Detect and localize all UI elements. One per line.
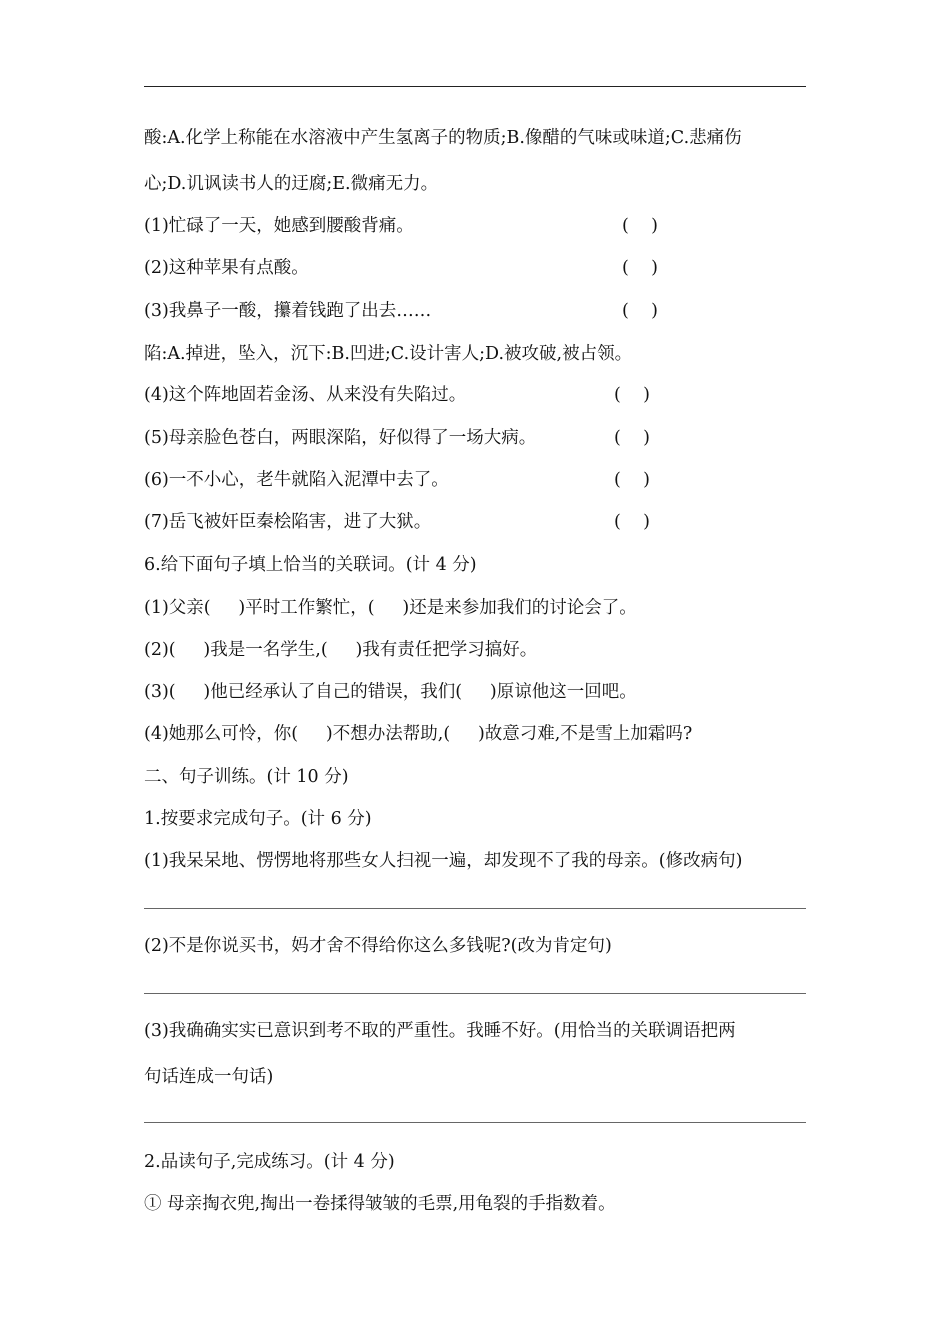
question-7: (7)岳飞被奸臣秦桧陷害，进了大狱。 [144, 512, 432, 532]
question6-sentence-1: (1)父亲( )平时工作繁忙，( )还是来参加我们的讨论会了。 [144, 598, 637, 618]
answer-line-3[interactable] [144, 1122, 806, 1123]
sentence-task-3-line2: 句话连成一句话) [144, 1067, 274, 1087]
answer-blank-2[interactable]: ( ) [622, 258, 658, 278]
answer-blank-6[interactable]: ( ) [614, 470, 650, 490]
question-1: (1)忙碌了一天，她感到腰酸背痛。 [144, 216, 414, 236]
answer-blank-5[interactable]: ( ) [614, 428, 650, 448]
answer-line-1[interactable] [144, 908, 806, 909]
question-3: (3)我鼻子一酸，攥着钱跑了出去…… [144, 301, 432, 321]
reading-sentence-1: ① 母亲掏衣兜,掏出一卷揉得皱皱的毛票,用龟裂的手指数着。 [144, 1194, 616, 1214]
question-5: (5)母亲脸色苍白，两眼深陷，好似得了一场大病。 [144, 428, 537, 448]
sentence-task-1: (1)我呆呆地、愣愣地将那些女人扫视一遍，却发现不了我的母亲。(修改病句) [144, 851, 743, 871]
question6-sentence-4: (4)她那么可怜，你( )不想办法帮助,( )故意刁难,不是雪上加霜吗? [144, 724, 693, 744]
sentence-task-3-line1: (3)我确确实实已意识到考不取的严重性。我睡不好。(用恰当的关联调语把两 [144, 1021, 736, 1041]
answer-blank-1[interactable]: ( ) [622, 216, 658, 236]
answer-line-2[interactable] [144, 993, 806, 994]
answer-blank-4[interactable]: ( ) [614, 385, 650, 405]
question-2: (2)这种苹果有点酸。 [144, 258, 309, 278]
reading-task-title: 2.品读句子,完成练习。(计 4 分) [144, 1152, 395, 1172]
answer-blank-7[interactable]: ( ) [614, 512, 650, 532]
section-two-heading: 二、句子训练。(计 10 分) [144, 767, 349, 787]
sentence-task-2: (2)不是你说买书，妈才舍不得给你这么多钱呢?(改为肯定句) [144, 936, 612, 956]
header-rule [144, 86, 806, 87]
question6-sentence-3: (3)( )他已经承认了自己的错误，我们( )原谅他这一回吧。 [144, 682, 637, 702]
sentence-task-title: 1.按要求完成句子。(计 6 分) [144, 809, 372, 829]
question-4: (4)这个阵地固若金汤、从来没有失陷过。 [144, 385, 467, 405]
xian-definition: 陷:A.掉进，坠入，沉下:B.凹进;C.设计害人;D.被攻破,被占领。 [144, 344, 633, 364]
answer-blank-3[interactable]: ( ) [622, 301, 658, 321]
suan-definition-line2: 心;D.讥讽读书人的迂腐;E.微痛无力。 [144, 174, 439, 194]
question-6: (6)一不小心，老牛就陷入泥潭中去了。 [144, 470, 449, 490]
suan-definition-line1: 酸:A.化学上称能在水溶液中产生氢离子的物质;B.像醋的气味或味道;C.悲痛伤 [144, 128, 742, 148]
question6-title: 6.给下面句子填上恰当的关联词。(计 4 分) [144, 555, 477, 575]
question6-sentence-2: (2)( )我是一名学生,( )我有责任把学习搞好。 [144, 640, 538, 660]
